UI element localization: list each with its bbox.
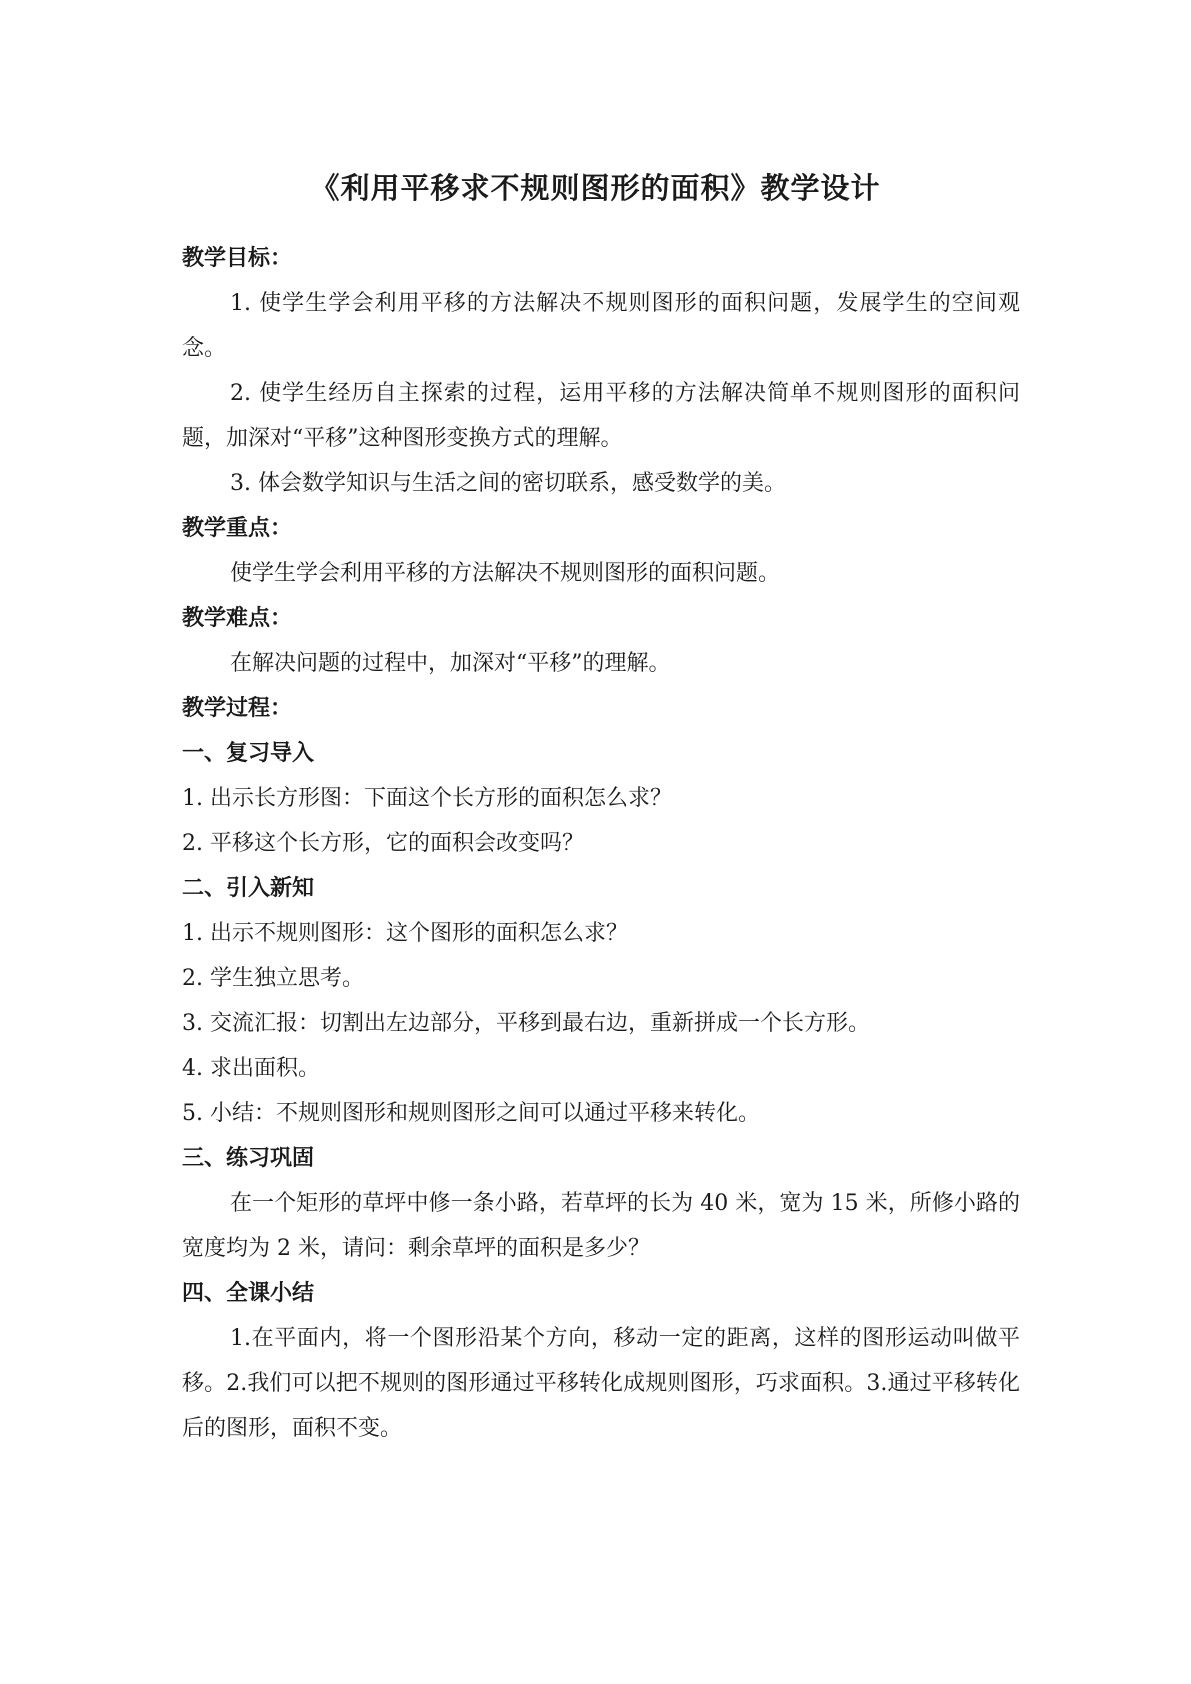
section-3-heading: 三、练习巩固 — [182, 1146, 315, 1171]
document-title: 《利用平移求不规则图形的面积》教学设计 — [310, 171, 881, 205]
difficulty-heading: 教学难点： — [182, 606, 293, 631]
document-body — [182, 236, 1020, 1451]
process-heading: 教学过程： — [182, 696, 293, 721]
section-2-item-1: 1. 出示不规则图形：这个图形的面积怎么求？ — [182, 921, 628, 946]
section-2-item-2: 2. 学生独立思考。 — [182, 966, 364, 991]
objective-item-2: 2. 使学生经历自主探索的过程，运用平移的方法解决简单不规则图形的面积问题，加深对“平移”这种图形变换方式的理解。 — [182, 381, 1020, 451]
section-2-heading: 二、引入新知 — [182, 876, 315, 901]
section-4-text: 1.在平面内，将一个图形沿某个方向，移动一定的距离，这样的图形运动叫做平移。2.我们可以把不规则的图形通过平移转化成规则图形，巧求面积。3.通过平移转化后的图形，面积不变。 — [182, 1326, 1020, 1441]
section-1-item-1: 1. 出示长方形图：下面这个长方形的面积怎么求？ — [182, 786, 672, 811]
section-1-item-2: 2. 平移这个长方形，它的面积会改变吗？ — [182, 831, 584, 856]
objectives-heading: 教学目标： — [182, 246, 293, 271]
section-2-item-3: 3. 交流汇报：切割出左边部分，平移到最右边，重新拼成一个长方形。 — [182, 1011, 870, 1036]
difficulty-text: 在解决问题的过程中，加深对“平移”的理解。 — [230, 651, 671, 676]
section-1-heading: 一、复习导入 — [182, 741, 315, 766]
section-3-text: 在一个矩形的草坪中修一条小路，若草坪的长为 40 米，宽为 15 米，所修小路的宽度均为 2 米，请问：剩余草坪的面积是多少？ — [182, 1191, 1020, 1261]
section-2-item-4: 4. 求出面积。 — [182, 1056, 320, 1081]
key-point-text: 使学生学会利用平移的方法解决不规则图形的面积问题。 — [230, 561, 781, 586]
section-2-item-5: 5. 小结：不规则图形和规则图形之间可以通过平移来转化。 — [182, 1101, 760, 1126]
objective-item-1: 1. 使学生学会利用平移的方法解决不规则图形的面积问题，发展学生的空间观念。 — [182, 291, 1020, 361]
objective-item-3: 3. 体会数学知识与生活之间的密切联系，感受数学的美。 — [230, 471, 786, 496]
key-point-heading: 教学重点： — [182, 516, 293, 541]
section-4-heading: 四、全课小结 — [182, 1281, 315, 1306]
